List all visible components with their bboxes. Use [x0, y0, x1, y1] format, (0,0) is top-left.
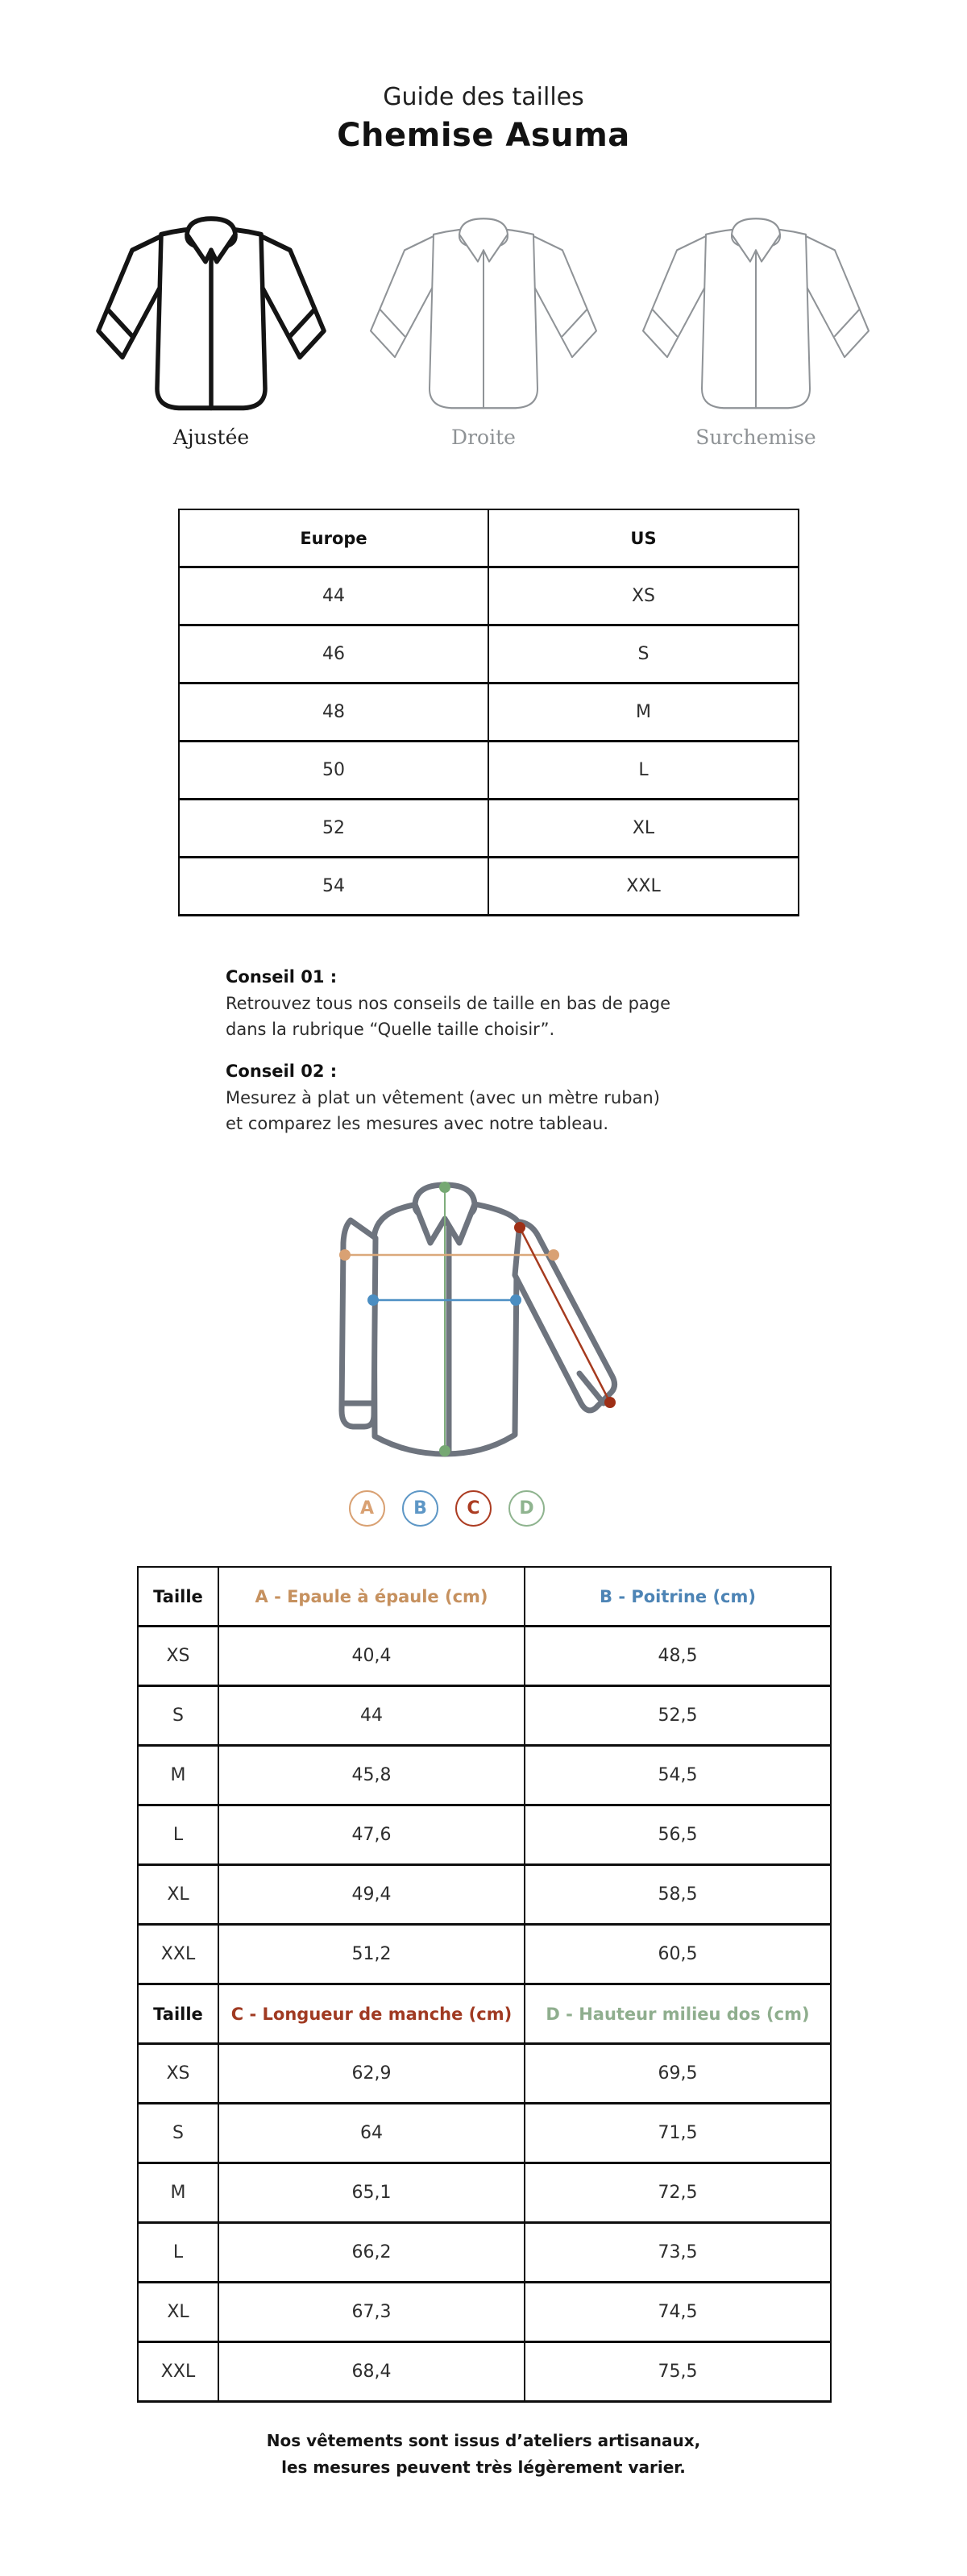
measure-row: [138, 1925, 831, 1984]
us-size-cell: M: [488, 683, 799, 742]
col-header-taille: Taille: [138, 1984, 218, 2044]
eu-size-cell: 46: [179, 625, 488, 683]
tip-text-line: Mesurez à plat un vêtement (avec un mètre ruban): [226, 1088, 660, 1107]
fit-label: Droite: [451, 426, 516, 449]
legend-badge-c: C: [455, 1490, 492, 1527]
table-row: [179, 625, 799, 683]
value-cell: 54,5: [525, 1746, 831, 1805]
value-cell: 44: [218, 1686, 525, 1746]
value-cell: 45,8: [218, 1746, 525, 1805]
size-cell: XXL: [138, 1925, 218, 1984]
table-row: [179, 858, 799, 916]
measure-row: [138, 1686, 831, 1746]
tip-title: Conseil 01 :: [226, 967, 338, 987]
size-cell: XXL: [138, 2342, 218, 2402]
value-cell: 67,3: [218, 2283, 525, 2342]
size-conversion-table: [178, 509, 799, 916]
size-cell: XS: [138, 2044, 218, 2104]
measurements-table: [137, 1566, 832, 2403]
tip-title: Conseil 02 :: [226, 1062, 338, 1081]
legend-badge-d: D: [508, 1490, 545, 1527]
value-cell: 64: [218, 2104, 525, 2163]
measure-row: [138, 2223, 831, 2283]
size-cell: S: [138, 2104, 218, 2163]
us-size-cell: XS: [488, 567, 799, 625]
col-header-shoulder: A - Epaule à épaule (cm): [218, 1567, 525, 1627]
measure-row: [138, 1805, 831, 1865]
fit-option-droite: [347, 206, 620, 449]
size-cell: L: [138, 2223, 218, 2283]
measure-row: [138, 1746, 831, 1805]
us-size-cell: XL: [488, 800, 799, 858]
measure-row: [138, 1627, 831, 1686]
value-cell: 71,5: [525, 2104, 831, 2163]
col-header-taille: Taille: [138, 1567, 218, 1627]
eu-size-cell: 44: [179, 567, 488, 625]
measure-row: [138, 2104, 831, 2163]
tip-2: [226, 1062, 709, 1136]
legend-badge-a: A: [349, 1490, 385, 1527]
col-header-chest: B - Poitrine (cm): [525, 1567, 831, 1627]
us-size-cell: L: [488, 742, 799, 800]
us-size-cell: XXL: [488, 858, 799, 916]
table-header-row: [179, 509, 799, 567]
size-cell: XL: [138, 1865, 218, 1925]
measure-row: [138, 2044, 831, 2104]
col-header-europe: Europe: [179, 509, 488, 567]
eu-size-cell: 52: [179, 800, 488, 858]
value-cell: 49,4: [218, 1865, 525, 1925]
fit-option-ajustee: [75, 206, 347, 449]
size-cell: XL: [138, 2283, 218, 2342]
value-cell: 65,1: [218, 2163, 525, 2223]
footer-line: les mesures peuvent très légèrement varier.: [281, 2458, 686, 2477]
value-cell: 73,5: [525, 2223, 831, 2283]
value-cell: 69,5: [525, 2044, 831, 2104]
table-row: [179, 742, 799, 800]
col-header-us: US: [488, 509, 799, 567]
value-cell: 51,2: [218, 1925, 525, 1984]
guide-subtitle: Guide des tailles: [383, 83, 584, 111]
size-cell: M: [138, 1746, 218, 1805]
tip-text-line: Retrouvez tous nos conseils de taille en bas de page: [226, 994, 671, 1013]
table-row: [179, 683, 799, 742]
value-cell: 66,2: [218, 2223, 525, 2283]
value-cell: 48,5: [525, 1627, 831, 1686]
value-cell: 40,4: [218, 1627, 525, 1686]
measurement-diagram: [326, 1170, 637, 1465]
table-row: [179, 800, 799, 858]
col-header-back: D - Hauteur milieu dos (cm): [525, 1984, 831, 2044]
measure-row: [138, 1865, 831, 1925]
value-cell: 56,5: [525, 1805, 831, 1865]
measure-row: [138, 2283, 831, 2342]
eu-size-cell: 50: [179, 742, 488, 800]
col-header-sleeve: C - Longueur de manche (cm): [218, 1984, 525, 2044]
fit-option-surchemise: [620, 206, 892, 449]
measure-legend: [349, 1490, 545, 1527]
fit-label: Surchemise: [695, 426, 816, 449]
legend-badge-b: B: [402, 1490, 438, 1527]
eu-size-cell: 54: [179, 858, 488, 916]
tip-text-line: et comparez les mesures avec notre tableau.: [226, 1114, 609, 1133]
measure-header-row-1: [138, 1567, 831, 1627]
fit-options-row: [0, 206, 967, 449]
measure-row: [138, 2163, 831, 2223]
us-size-cell: S: [488, 625, 799, 683]
value-cell: 58,5: [525, 1865, 831, 1925]
overshirt-icon: [627, 206, 885, 426]
measure-row: [138, 2342, 831, 2402]
size-cell: L: [138, 1805, 218, 1865]
size-cell: M: [138, 2163, 218, 2223]
table-row: [179, 567, 799, 625]
straight-shirt-icon: [355, 206, 612, 426]
eu-size-cell: 48: [179, 683, 488, 742]
value-cell: 75,5: [525, 2342, 831, 2402]
value-cell: 74,5: [525, 2283, 831, 2342]
product-title: Chemise Asuma: [337, 117, 630, 154]
size-cell: XS: [138, 1627, 218, 1686]
tip-1: [226, 967, 709, 1042]
footer-note: [0, 2428, 967, 2481]
value-cell: 72,5: [525, 2163, 831, 2223]
footer-line: Nos vêtements sont issus d’ateliers artisanaux,: [266, 2431, 701, 2450]
measure-header-row-2: [138, 1984, 831, 2044]
fitted-shirt-icon: [82, 206, 340, 426]
tip-text-line: dans la rubrique “Quelle taille choisir”.: [226, 1020, 555, 1039]
value-cell: 62,9: [218, 2044, 525, 2104]
value-cell: 60,5: [525, 1925, 831, 1984]
value-cell: 47,6: [218, 1805, 525, 1865]
fit-label: Ajustée: [172, 426, 250, 449]
value-cell: 68,4: [218, 2342, 525, 2402]
value-cell: 52,5: [525, 1686, 831, 1746]
size-cell: S: [138, 1686, 218, 1746]
tips-section: [226, 967, 709, 1136]
